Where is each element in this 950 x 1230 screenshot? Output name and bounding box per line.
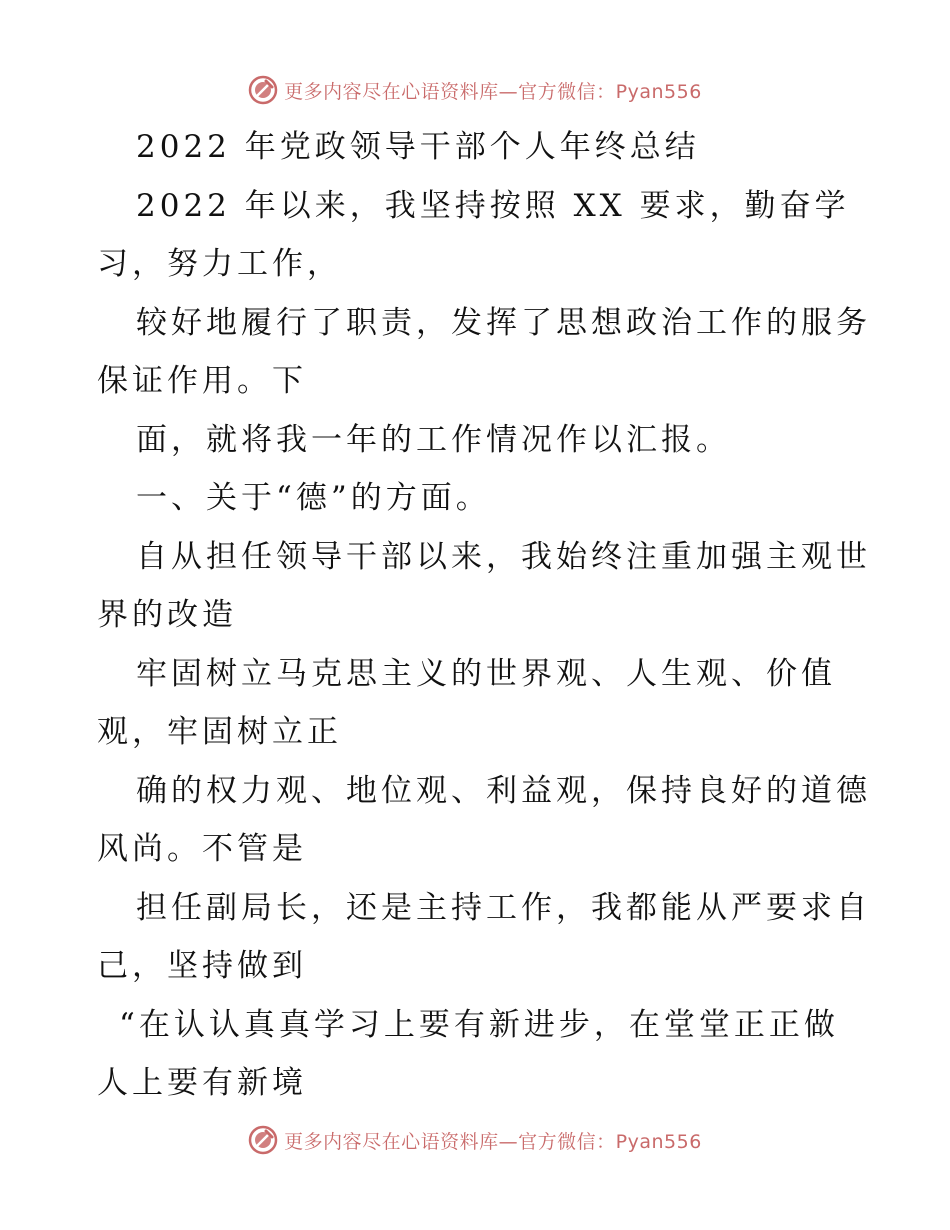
paragraph-line: 己，坚持做到	[97, 948, 307, 984]
footer-watermark-banner	[0, 1120, 950, 1160]
paragraph-line: 确的权力观、地位观、利益观，保持良好的道德	[136, 772, 871, 809]
watermark-text: 更多内容尽在心语资料库—官方微信：Pyan556	[284, 80, 702, 103]
document-title: 2022 年党政领导干部个人年终总结	[136, 129, 700, 165]
paragraph-line: 自从担任领导干部以来，我始终注重加强主观世	[136, 538, 871, 575]
header-watermark-banner	[0, 70, 950, 110]
paragraph-line: 2022 年以来，我坚持按照 XX 要求，勤奋学	[136, 187, 850, 224]
section-heading: 一、关于“德”的方面。	[136, 480, 491, 516]
paragraph-line: 面，就将我一年的工作情况作以汇报。	[136, 421, 731, 458]
paragraph-line: 人上要有新境	[97, 1065, 307, 1101]
watermark-text: 更多内容尽在心语资料库—官方微信：Pyan556	[284, 1130, 702, 1153]
paragraph-line: 担任副局长，还是主持工作，我都能从严要求自	[136, 889, 871, 926]
paragraph-line: 风尚。不管是	[97, 831, 307, 867]
paragraph-line: 较好地履行了职责，发挥了思想政治工作的服务	[136, 304, 871, 341]
paragraph-line: 习，努力工作，	[97, 246, 342, 282]
seal-logo-icon	[248, 1125, 278, 1155]
paragraph-line: “在认认真真学习上要有新进步，在堂堂正正做	[119, 1006, 839, 1043]
paragraph-line: 牢固树立马克思主义的世界观、人生观、价值	[136, 655, 836, 692]
paragraph-line: 观，牢固树立正	[97, 714, 342, 750]
paragraph-line: 保证作用。下	[97, 363, 307, 399]
paragraph-line: 界的改造	[97, 597, 237, 633]
seal-logo-icon	[248, 75, 278, 105]
document-body	[97, 118, 871, 1113]
